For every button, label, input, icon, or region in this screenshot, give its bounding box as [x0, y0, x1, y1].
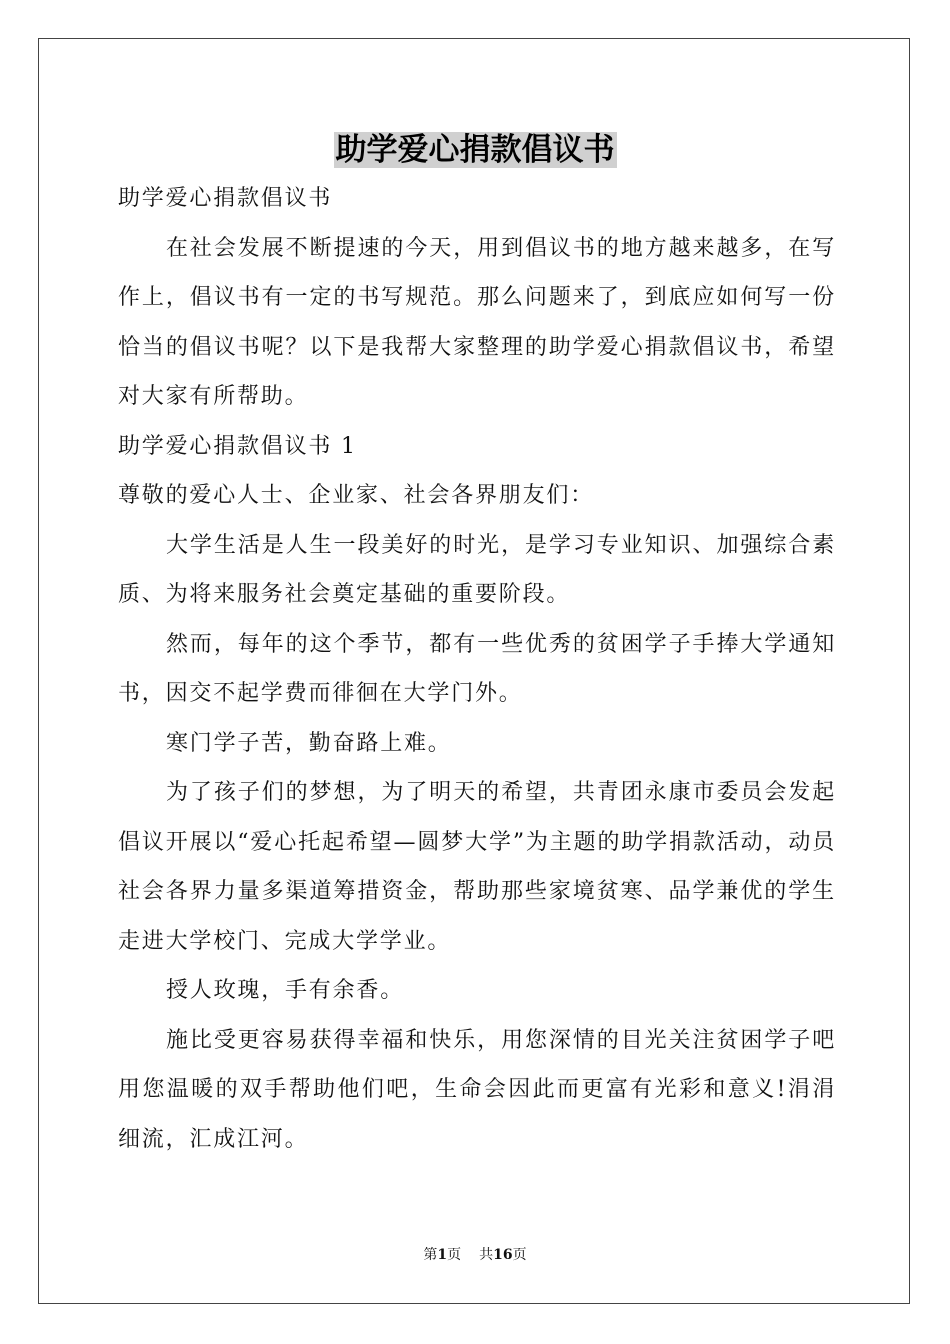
- paragraph: 施比受更容易获得幸福和快乐，用您深情的目光关注贫困学子吧用您温暖的双手帮助他们吧，生命会因此而更富有光彩和意义!涓涓细流，汇成江河。: [118, 1027, 836, 1152]
- total-prefix: 共: [479, 1247, 494, 1263]
- page-number: 1: [437, 1247, 448, 1263]
- total-pages: 16: [493, 1247, 513, 1263]
- page-footer: [0, 1244, 950, 1264]
- paragraph: 尊敬的爱心人士、企业家、社会各界朋友们：: [118, 483, 595, 508]
- paragraph: 寒门学子苦，勤奋路上难。: [166, 730, 452, 756]
- paragraph: 助学爱心捐款倡议书: [118, 186, 333, 211]
- paragraph: 在社会发展不断提速的今天，用到倡议书的地方越来越多，在写作上，倡议书有一定的书写规范。那么问题来了，到底应如何写一份恰当的倡议书呢？以下是我帮大家整理的助学爱心捐款倡议书，希望对大家有所帮助。: [118, 235, 836, 409]
- paragraph: 然而，每年的这个季节，都有一些优秀的贫困学子手捧大学通知书，因交不起学费而徘徊在大学门外。: [118, 631, 836, 706]
- page-prefix: 第: [423, 1247, 438, 1263]
- total-suffix: 页: [512, 1247, 527, 1263]
- document-title: [0, 126, 950, 174]
- document-body: [118, 174, 836, 1164]
- page-suffix: 页: [447, 1247, 462, 1263]
- document-title-text: 助学爱心捐款倡议书: [335, 132, 615, 168]
- paragraph: 为了孩子们的梦想，为了明天的希望，共青团永康市委员会发起倡议开展以“爱心托起希望—圆梦大学”为主题的助学捐款活动，动员社会各界力量多渠道筹措资金，帮助那些家境贫寒、品学兼优的学生走进大学校门、完成大学学业。: [118, 780, 836, 954]
- paragraph: 大学生活是人生一段美好的时光，是学习专业知识、加强综合素质、为将来服务社会奠定基础的重要阶段。: [118, 532, 836, 607]
- paragraph: 助学爱心捐款倡议书 1: [118, 433, 357, 459]
- paragraph: 授人玫瑰，手有余香。: [166, 978, 405, 1003]
